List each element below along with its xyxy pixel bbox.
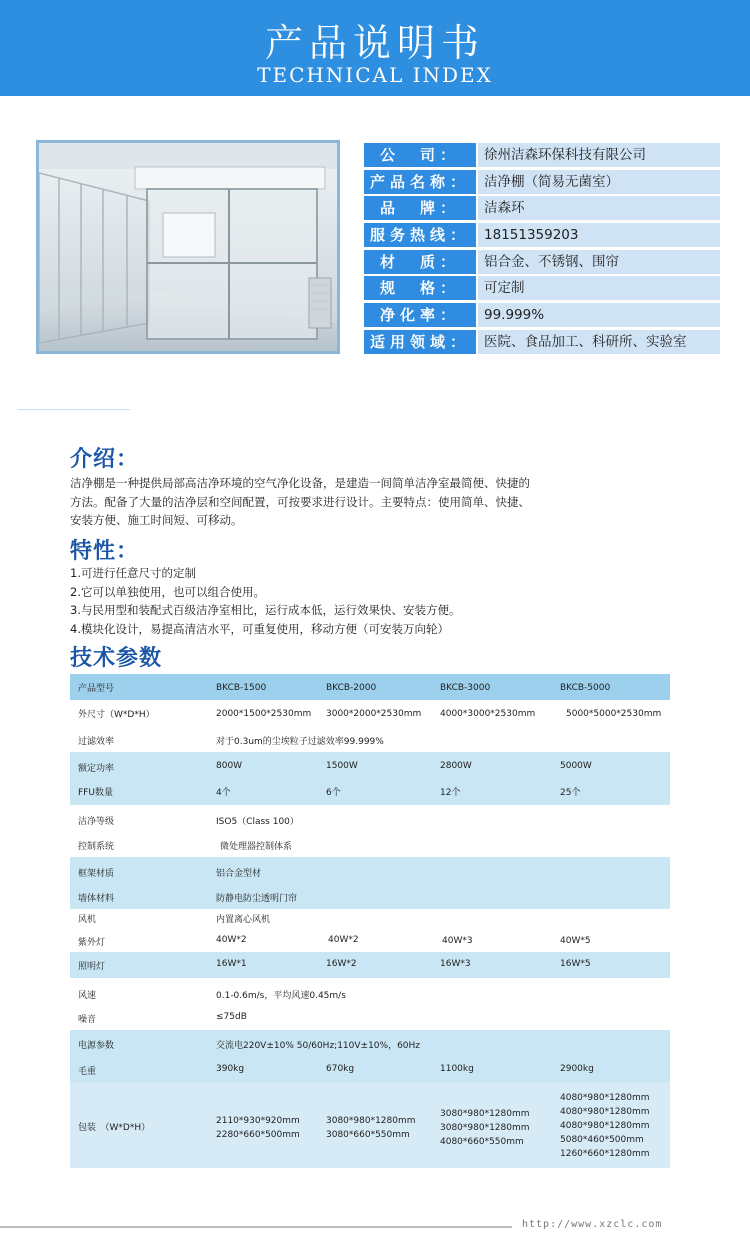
feature-item: 2.它可以单独使用，也可以组合使用。 (70, 584, 265, 599)
cell: 2900kg (560, 1064, 594, 1074)
row-label: 噪音 (78, 1015, 97, 1025)
page-title: 产品说明书 (264, 21, 485, 65)
pack-line: 5080*460*500mm (560, 1135, 644, 1145)
cell: 交流电220V±10% 50/60Hz;110V±10%，60Hz (216, 1041, 421, 1051)
cell: 微处理器控制体系 (220, 842, 293, 852)
spec-key: 材 质： (364, 250, 476, 274)
footer-url[interactable]: http://www.xzclc.com (522, 1219, 663, 1230)
table-row (70, 952, 670, 978)
spec-value: 洁森环 (478, 196, 720, 220)
spec-row-size (364, 276, 720, 303)
cell: 4000*3000*2530mm (440, 709, 536, 719)
cell: 3000*2000*2530mm (326, 709, 422, 719)
model-name: BKCB-1500 (216, 683, 267, 693)
table-header (70, 674, 670, 700)
features-heading: 特性： (70, 539, 140, 564)
cell: 5000W (560, 761, 592, 771)
spec-key: 适用领域： (364, 330, 476, 354)
spec-value: 铝合金、不锈钢、围帘 (478, 250, 720, 274)
table-row (70, 700, 670, 752)
model-name: BKCB-3000 (440, 683, 491, 693)
spec-key: 净化率： (364, 303, 476, 327)
title-banner (0, 0, 750, 96)
cell: 16W*3 (440, 959, 471, 969)
cell: 40W*2 (216, 935, 247, 945)
cell: 12个 (440, 788, 461, 798)
cell: 6个 (326, 788, 341, 798)
cell: 4个 (216, 788, 231, 798)
params-table (70, 674, 670, 1168)
spec-row-hotline (364, 223, 720, 250)
cell: 铝合金型材 (216, 869, 262, 879)
spec-row-product (364, 170, 720, 197)
pack-line: 1260*660*1280mm (560, 1149, 650, 1159)
spec-value: 洁净棚（简易无菌室） (478, 170, 720, 194)
cell: 内置离心风机 (216, 915, 271, 925)
row-label: 包装 （W*D*H） (78, 1123, 151, 1133)
row-label: 过滤效率 (78, 737, 115, 747)
cell: 0.1-0.6m/s，平均风速0.45m/s (216, 991, 346, 1001)
row-label: 额定功率 (78, 764, 115, 774)
intro-line: 方法。配备了大量的洁净层和空间配置，可按要求进行设计。主要特点：使用简单、快捷、 (70, 494, 530, 509)
cell: 1500W (326, 761, 358, 771)
spec-value: 99.999% (478, 303, 720, 327)
cell: 5000*5000*2530mm (566, 709, 662, 719)
pack-line: 4080*980*1280mm (560, 1093, 650, 1103)
pack-cell (216, 1114, 300, 1142)
row-label: 洁净等级 (78, 817, 115, 827)
intro-text (70, 474, 540, 530)
spec-value: 徐州洁森环保科技有限公司 (478, 143, 720, 167)
spec-key: 规 格： (364, 276, 476, 300)
cell: 16W*1 (216, 959, 247, 969)
cell: 防静电防尘透明门帘 (216, 894, 298, 904)
cell: 16W*2 (326, 959, 357, 969)
params-heading: 技术参数 (70, 646, 163, 671)
row-label: FFU数量 (78, 788, 113, 798)
spec-key: 服务热线： (364, 223, 476, 247)
pack-cell (440, 1107, 530, 1149)
table-row (70, 857, 670, 909)
cell: ≤75dB (216, 1012, 247, 1022)
pack-line: 4080*660*550mm (440, 1137, 524, 1147)
product-photo (36, 140, 340, 354)
model-name: BKCB-2000 (326, 683, 377, 693)
row-label: 外尺寸（W*D*H） (78, 710, 155, 720)
cell: 390kg (216, 1064, 245, 1074)
pack-line: 4080*980*1280mm (560, 1121, 650, 1131)
pack-line: 2110*930*920mm (216, 1116, 300, 1126)
cell: 16W*5 (560, 959, 591, 969)
row-label: 风机 (78, 915, 97, 925)
row-label: 墙体材料 (78, 894, 115, 904)
table-row (70, 978, 670, 1030)
spec-value: 可定制 (478, 276, 720, 300)
pack-line: 3080*980*1280mm (440, 1123, 530, 1133)
row-label: 框架材质 (78, 869, 115, 879)
spec-row-usage (364, 330, 720, 357)
spec-key: 公 司： (364, 143, 476, 167)
cell: 2800W (440, 761, 472, 771)
pack-line: 3080*980*1280mm (326, 1116, 416, 1126)
row-label: 控制系统 (78, 842, 115, 852)
spec-key: 产品名称： (364, 170, 476, 194)
page-subtitle: TECHNICAL INDEX (257, 63, 493, 87)
pack-cell (560, 1091, 650, 1161)
spec-row-company (364, 143, 720, 170)
cell: 40W*5 (560, 936, 591, 946)
feature-item: 4.模块化设计，易提高清洁水平，可重复使用，移动方便（可安装万向轮） (70, 621, 449, 636)
table-row (70, 805, 670, 857)
cell: 25个 (560, 788, 581, 798)
table-row (70, 1030, 670, 1082)
spec-key: 品 牌： (364, 196, 476, 220)
model-name: BKCB-5000 (560, 683, 611, 693)
cell: 40W*2 (328, 935, 359, 945)
table-row (70, 752, 670, 805)
features-list (70, 564, 490, 638)
cell: ISO5（Class 100） (216, 817, 299, 827)
row-label: 电源参数 (78, 1041, 115, 1051)
cell: 800W (216, 761, 243, 771)
row-label: 紫外灯 (78, 938, 106, 948)
cell: 2000*1500*2530mm (216, 709, 312, 719)
cell: 40W*3 (442, 936, 473, 946)
cell: 1100kg (440, 1064, 474, 1074)
spec-value: 医院、食品加工、科研所、实验室 (478, 330, 720, 354)
spec-row-brand (364, 196, 720, 223)
cell: 对于0.3um的尘埃粒子过滤效率99.999% (216, 737, 384, 747)
header-label: 产品型号 (78, 684, 115, 694)
footer-divider (0, 1226, 512, 1228)
pack-cell (326, 1114, 416, 1142)
row-label: 毛重 (78, 1067, 97, 1077)
cell: 670kg (326, 1064, 355, 1074)
table-row (70, 909, 670, 952)
row-label: 风速 (78, 991, 97, 1001)
spec-row-material (364, 250, 720, 277)
intro-line: 洁净棚是一种提供局部高洁净环境的空气净化设备，是建造一间简单洁净室最简便、快捷的 (70, 476, 530, 490)
feature-item: 3.与民用型和装配式百级洁净室相比，运行成本低，运行效果快、安装方便。 (70, 603, 461, 617)
divider (18, 409, 130, 410)
spec-value: 18151359203 (478, 223, 720, 247)
intro-line: 安装方便、施工时间短、可移动。 (70, 513, 243, 527)
pack-line: 2280*660*500mm (216, 1130, 300, 1140)
spec-row-efficiency (364, 303, 720, 330)
pack-line: 4080*980*1280mm (560, 1107, 650, 1117)
pack-line: 3080*660*550mm (326, 1130, 410, 1140)
row-label: 照明灯 (78, 962, 106, 972)
spec-list (364, 143, 720, 357)
feature-item: 1.可进行任意尺寸的定制 (70, 566, 196, 580)
table-row (70, 1082, 670, 1168)
intro-heading: 介绍： (70, 447, 140, 472)
pack-line: 3080*980*1280mm (440, 1109, 530, 1119)
